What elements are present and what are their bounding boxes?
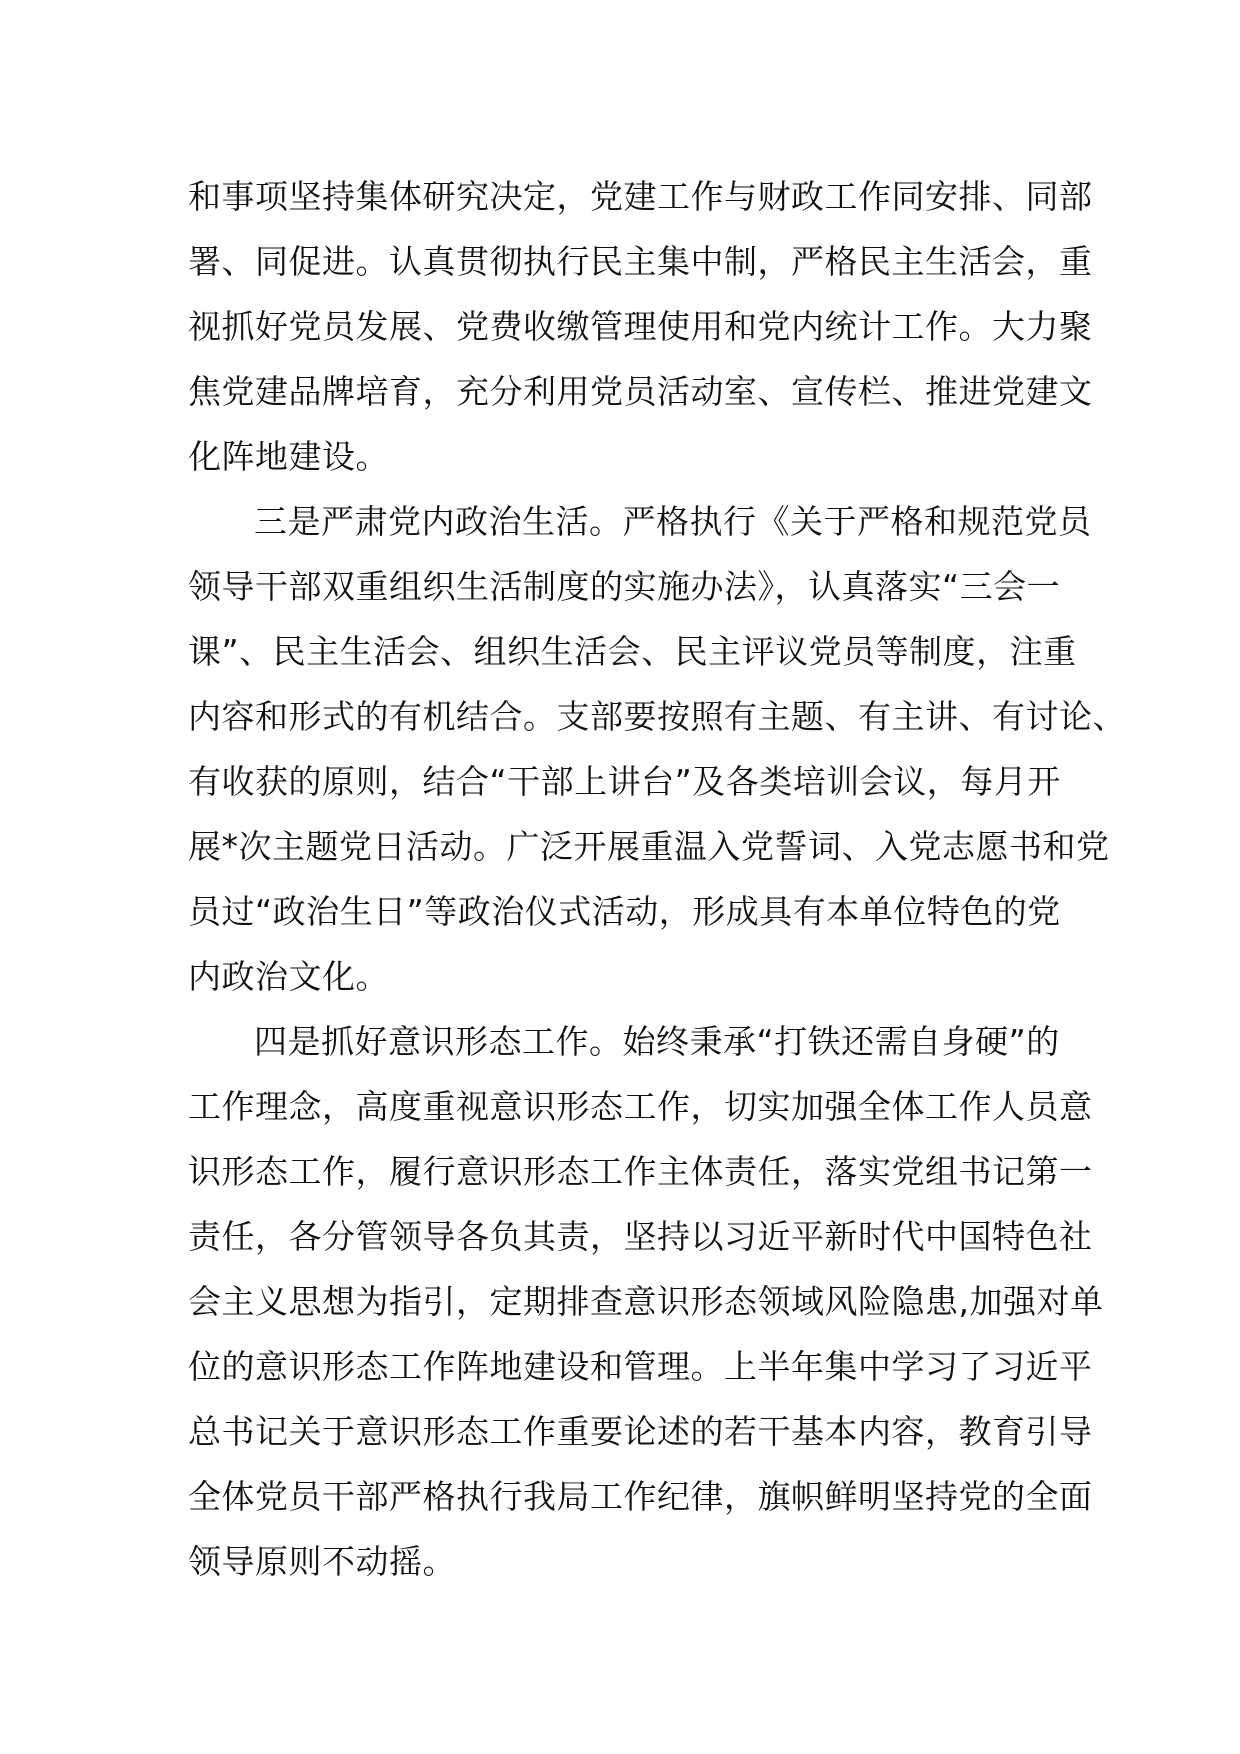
text-line: 和事项坚持集体研究决定，党建工作与财政工作同安排、同部 (188, 177, 1093, 216)
paragraph-3 (188, 1009, 1104, 1594)
text-line: 员过“政治生日”等政治仪式活动，形成具有本单位特色的党 (188, 892, 1061, 931)
text-line: 有收获的原则，结合“干部上讲台”及各类培训会议，每月开 (188, 762, 1061, 801)
text-line: 化阵地建设。 (188, 437, 389, 476)
text-line: 视抓好党员发展、党费收缴管理使用和党内统计工作。大力聚 (188, 307, 1093, 346)
text-line: 展*次主题党日活动。广泛开展重温入党誓词、入党志愿书和党 (188, 827, 1110, 866)
text-line: 会主义思想为指引，定期排查意识形态领域风险隐患,加强对单 (188, 1282, 1104, 1321)
paragraph-2 (188, 489, 1126, 1009)
text-line: 工作理念，高度重视意识形态工作，切实加强全体工作人员意 (188, 1087, 1093, 1126)
text-line: 四是抓好意识形态工作。始终秉承“打铁还需自身硬”的 (254, 1022, 1060, 1061)
body-text (188, 164, 1126, 1594)
text-line: 署、同促进。认真贯彻执行民主集中制，严格民主生活会，重 (188, 242, 1093, 281)
text-line: 责任，各分管领导各负其责，坚持以习近平新时代中国特色社 (188, 1217, 1093, 1256)
text-line: 内容和形式的有机结合。支部要按照有主题、有主讲、有讨论、 (188, 697, 1126, 736)
text-line: 领导原则不动摇。 (188, 1542, 456, 1581)
paragraph-1 (188, 164, 1093, 489)
text-line: 课”、民主生活会、组织生活会、民主评议党员等制度，注重 (188, 632, 1077, 671)
text-line: 内政治文化。 (188, 957, 389, 996)
text-line: 识形态工作，履行意识形态工作主体责任，落实党组书记第一 (188, 1152, 1093, 1191)
text-line: 位的意识形态工作阵地建设和管理。上半年集中学习了习近平 (188, 1347, 1093, 1386)
text-line: 总书记关于意识形态工作重要论述的若干基本内容，教育引导 (188, 1412, 1093, 1451)
text-line: 三是严肃党内政治生活。严格执行《关于严格和规范党员 (254, 502, 1092, 541)
text-line: 全体党员干部严格执行我局工作纪律，旗帜鲜明坚持党的全面 (188, 1477, 1093, 1516)
text-line: 领导干部双重组织生活制度的实施办法》，认真落实“三会一 (188, 567, 1061, 606)
text-line: 焦党建品牌培育，充分利用党员活动室、宣传栏、推进党建文 (188, 372, 1093, 411)
